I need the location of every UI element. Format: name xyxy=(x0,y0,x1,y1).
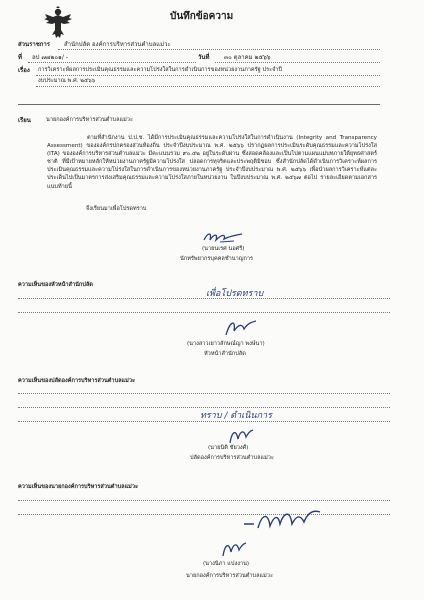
subject-dotline-1 xyxy=(36,75,380,76)
ref-label: ที่ xyxy=(18,54,22,61)
signer-1-position: นักทรัพยากรบุคคลชำนาญการ xyxy=(180,256,254,262)
date-label: วันที่ xyxy=(198,54,210,61)
deputy-comment-dotline-1 xyxy=(18,393,390,394)
signer-1-name: (นายนเรศ นอศรี) xyxy=(202,246,245,252)
header-divider xyxy=(18,104,380,105)
date-dotline xyxy=(215,62,380,63)
mayor-handwritten-comment-icon xyxy=(240,506,330,536)
deputy-comment-dotline-2 xyxy=(18,407,390,408)
mayor-comment-dotline-2 xyxy=(18,514,390,515)
deputy-comment-dotline-3 xyxy=(18,421,390,422)
signature-3-icon xyxy=(226,425,256,447)
memo-title: บันทึกข้อความ xyxy=(170,11,234,22)
agency-label: ส่วนราชการ xyxy=(18,41,51,48)
section-head-label: ความเห็นของหัวหน้าสำนักปลัด xyxy=(18,282,93,288)
ref-dotline xyxy=(28,62,196,63)
head-comment-dotline-1 xyxy=(18,298,390,299)
deputy-signer-name: (นายนิติ ชัยวงศ์) xyxy=(208,445,249,451)
subject-label: เรื่อง xyxy=(18,67,30,74)
mayor-comment-dotline-1 xyxy=(18,500,390,501)
mayor-signer-name: (นางนิภา แปงงาน) xyxy=(203,561,250,567)
subject-line-1: การวิเคราะห์ผลการประเมินคุณธรรมและความโปร่งใสในการดำเนินการของหน่วยงานภาครัฐ ประจำปี xyxy=(38,67,283,73)
addressee-value: นายกองค์การบริหารส่วนตำบลแม่วะ xyxy=(46,117,133,123)
date-value: ๓๐ ตุลาคม ๒๕๖๖ xyxy=(224,54,271,61)
head-signer-name: (นางสาวเยาวลักษณ์ญา พงษ์นา) xyxy=(187,341,265,347)
mayor-signer-position: นายกองค์การบริหารส่วนตำบลแม่วะ xyxy=(186,573,273,579)
head-handwritten-comment: เพื่อโปรดทราบ xyxy=(206,289,264,299)
ref-value: ลป ๗๗๒๐๑/ - xyxy=(32,54,68,61)
subject-line-2: งบประมาณ พ.ศ. ๒๕๖๖ xyxy=(38,78,96,84)
signature-2-icon xyxy=(220,317,260,339)
signature-4-icon xyxy=(218,538,248,560)
head-signer-position: หัวหน้าสำนักปลัด xyxy=(204,351,246,357)
signature-1-icon xyxy=(200,228,250,246)
garuda-emblem-icon xyxy=(43,6,73,40)
closing-line: จึงเรียนมาเพื่อโปรดทราบ xyxy=(86,206,147,212)
deputy-signer-position: ปลัดองค์การบริหารส่วนตำบลแม่วะ xyxy=(190,455,274,461)
body-paragraph: ตามที่สำนักงาน ป.ป.ช. ได้มีการประเมินคุณธรรมและความโปร่งใสในการดำเนินงาน (Integrity and Transparency Assessment) ขององค์กรปกครองส่วนท้องถิ่น ประจำปีงบประมาณ พ.ศ. ๒๕๖๖ ปรากฏผลการประเมินระดับคุณธรรมและความโปร่งใส (ITA) ขององค์การบริหารส่วนตำบลแม่วะ มีคะแนนรวม ๙๐.๕๒ อยู่ในระดับผ่าน ซึ่งสอดคล้องและเป็นไปตามแผนแม่บทภายใต้ยุทธศาสตร์ชาติ ที่มีเป้าหมายหลักให้หน่วยงานภาครัฐมีความโปร่งใส ปลอดการทุจริตและประพฤติมิชอบ ซึ่งสำนักปลัดได้ดำเนินการวิเคราะห์ผลการประเมินคุณธรรมและความโปร่งใสในการดำเนินการของหน่วยงานภาครัฐ ประจำปีงบประมาณ พ.ศ. ๒๕๖๖ เพื่อนำผลการวิเคราะห์แต่ละประเด็นไปเป็นมาตรการส่งเสริมคุณธรรมและความโปร่งใสภายในหน่วยงาน ในปีงบประมาณ พ.ศ. ๒๕๖๗ ต่อไป รายละเอียดตามเอกสารแนบท้ายนี้ xyxy=(47,135,377,190)
deputy-handwritten-comment: ทราบ / ดำเนินการ xyxy=(200,411,272,421)
section-mayor-label: ความเห็นของนายกองค์การบริหารส่วนตำบลแม่วะ xyxy=(18,484,139,490)
subject-dotline-2 xyxy=(36,86,380,87)
section-deputy-label: ความเห็นของปลัดองค์การบริหารส่วนตำบลแม่วะ xyxy=(18,378,135,384)
agency-dotline xyxy=(58,49,380,50)
agency-value: สำนักปลัด องค์การบริหารส่วนตำบลแม่วะ xyxy=(64,41,171,48)
addressee-label: เรียน xyxy=(18,117,31,124)
head-comment-dotline-2 xyxy=(18,312,390,313)
